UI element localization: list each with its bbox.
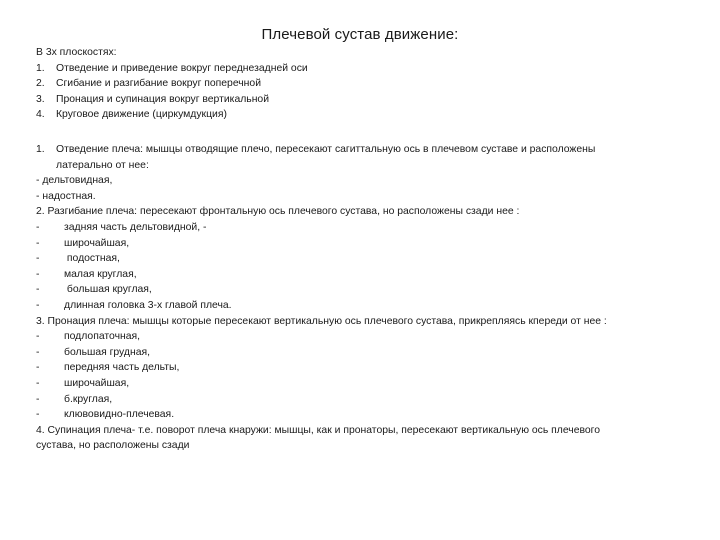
section-2-item	[36, 282, 686, 298]
section-2-item	[36, 236, 686, 252]
plane-number: 2.	[36, 78, 45, 90]
planes-list	[36, 45, 686, 123]
section-3-item-text: широчайшая,	[64, 377, 130, 389]
section-2-item-text: малая круглая,	[64, 268, 137, 280]
dash-marker: -	[36, 284, 40, 296]
plane-text: Отведение и приведение вокруг переднезадней оси	[56, 62, 308, 74]
section-1-text: Отведение плеча: мышцы отводящие плечо, пересекают сагиттальную ось в плечевом суставе и расположены	[56, 144, 596, 155]
dash-marker: -	[36, 253, 40, 265]
plane-number: 1.	[36, 62, 45, 74]
planes-header: В 3х плоскостях:	[36, 47, 117, 58]
dash-marker: -	[36, 268, 40, 280]
section-3-heading: 3. Пронация плеча: мышцы которые пересекают вертикальную ось плечевого сустава, прикрепляясь кпереди от нее :	[36, 315, 607, 327]
plane-number: 4.	[36, 109, 45, 121]
section-3-item	[36, 376, 686, 392]
section-2-item-text: задняя часть дельтовидной, -	[64, 221, 207, 233]
section-2-item-text: большая круглая,	[64, 284, 152, 296]
dash-marker: -	[36, 221, 40, 233]
section-3-item-text: подлопаточная,	[64, 331, 141, 343]
section-3-item	[36, 360, 686, 376]
section-2-item	[36, 220, 686, 236]
plane-number: 3.	[36, 93, 45, 105]
section-1-line-1	[36, 142, 686, 158]
section-4-line-1: 4. Супинация плеча- т.е. поворот плеча кнаружи: мышцы, как и пронаторы, пересекают вертикальную ось плечевого	[36, 424, 600, 436]
dash-marker: -	[36, 409, 40, 421]
section-4-line-2: сустава, но расположены сзади	[36, 440, 190, 452]
section-2-item	[36, 298, 686, 314]
dash-marker: -	[36, 331, 40, 343]
dash-marker: -	[36, 237, 40, 249]
section-1-line-2: латерально от нее:	[56, 159, 149, 171]
dash-marker: -	[36, 362, 40, 374]
section-1-number: 1.	[36, 144, 45, 155]
dash-marker: -	[36, 377, 40, 389]
plane-item	[36, 61, 686, 77]
movements-body	[36, 142, 686, 454]
section-3-item	[36, 345, 686, 361]
section-1-item: - дельтовидная,	[36, 175, 113, 187]
page-title: Плечевой сустав движение:	[261, 26, 459, 43]
section-3-item-text: большая грудная,	[64, 346, 151, 358]
dash-marker: -	[36, 299, 40, 311]
section-3-item-text: передняя часть дельты,	[64, 362, 180, 374]
plane-item	[36, 107, 686, 123]
section-2-item	[36, 251, 686, 267]
plane-text: Круговое движение (циркумдукция)	[56, 109, 227, 121]
plane-text: Сгибание и разгибание вокруг поперечной	[56, 78, 262, 90]
section-2-item-text: подостная,	[64, 253, 120, 265]
dash-marker: -	[36, 393, 40, 405]
section-2-item	[36, 267, 686, 283]
section-2-item-text: длинная головка 3-х главой плеча.	[64, 299, 232, 311]
section-2-item-text: широчайшая,	[64, 237, 130, 249]
section-3-item-text: клювовидно-плечевая.	[64, 409, 175, 421]
section-3-item	[36, 329, 686, 345]
plane-text: Пронация и супинация вокруг вертикальной	[56, 93, 270, 105]
dash-marker: -	[36, 346, 40, 358]
section-3-item-text: б.круглая,	[64, 393, 113, 405]
section-3-item	[36, 407, 686, 423]
section-1-item: - надостная.	[36, 190, 96, 202]
plane-item	[36, 92, 686, 108]
section-2-heading: 2. Разгибание плеча: пересекают фронтальную ось плечевого сустава, но расположены сзади нее :	[36, 206, 520, 218]
plane-item	[36, 76, 686, 92]
section-3-item	[36, 392, 686, 408]
